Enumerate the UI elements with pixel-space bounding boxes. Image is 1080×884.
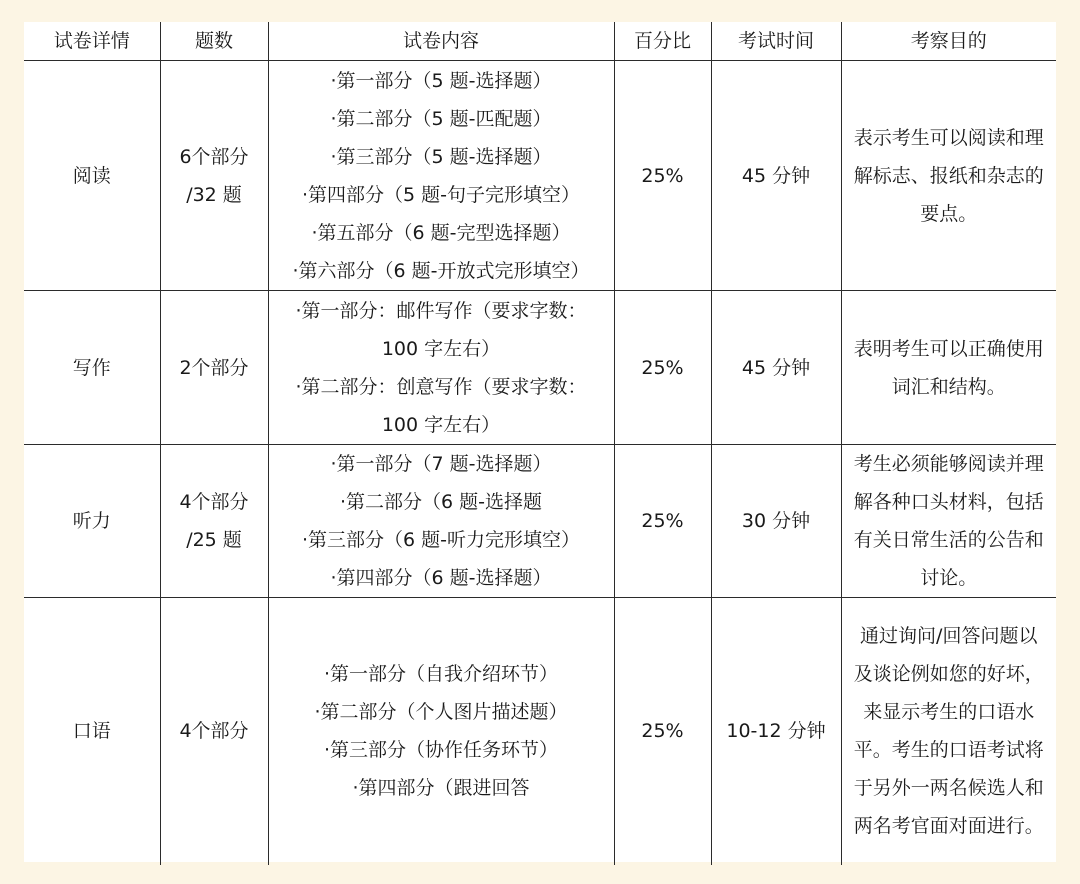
content-line: ·第三部分（6 题-听力完形填空） xyxy=(301,529,581,551)
content-line: ·第一部分（自我介绍环节） xyxy=(323,663,559,686)
count-line: /25 题 xyxy=(186,529,242,551)
question-count xyxy=(160,445,268,598)
paper-content xyxy=(268,445,614,598)
content-line: ·第四部分（6 题-选择题） xyxy=(330,567,552,589)
content-line: ·第二部分（个人图片描述题） xyxy=(314,701,568,724)
header-paper-details: 试卷详情 xyxy=(24,22,160,61)
exam-time: 45 分钟 xyxy=(711,61,841,291)
table-header-row xyxy=(24,22,1056,61)
percentage: 25% xyxy=(614,598,711,865)
section-name: 阅读 xyxy=(24,61,160,291)
content-line: ·第五部分（6 题-完型选择题） xyxy=(311,221,571,244)
content-line: ·第二部分（5 题-匹配题） xyxy=(330,107,552,130)
purpose-cell xyxy=(841,61,1056,291)
exam-table-sheet xyxy=(24,22,1056,862)
content-line: ·第一部分（7 题-选择题） xyxy=(330,453,552,475)
section-name: 写作 xyxy=(24,291,160,445)
question-count xyxy=(160,598,268,865)
exam-time: 45 分钟 xyxy=(711,291,841,445)
count-line: 6个部分 xyxy=(179,145,249,168)
exam-time: 10-12 分钟 xyxy=(711,598,841,865)
exam-time: 30 分钟 xyxy=(711,445,841,598)
percentage: 25% xyxy=(614,445,711,598)
content-line: ·第一部分（5 题-选择题） xyxy=(330,69,552,92)
section-name: 听力 xyxy=(24,445,160,598)
header-percentage: 百分比 xyxy=(614,22,711,61)
content-line: 100 字左右） xyxy=(381,337,501,360)
table-row xyxy=(24,598,1056,865)
percentage: 25% xyxy=(614,61,711,291)
percentage: 25% xyxy=(614,291,711,445)
paper-content xyxy=(268,61,614,291)
content-line: ·第六部分（6 题-开放式完形填空） xyxy=(292,259,590,282)
content-line: ·第四部分（5 题-句子完形填空） xyxy=(301,183,581,206)
content-line: 100 字左右） xyxy=(381,413,501,436)
content-line: ·第三部分（协作任务环节） xyxy=(323,739,559,762)
purpose-cell xyxy=(841,445,1056,598)
section-name: 口语 xyxy=(24,598,160,865)
table-row xyxy=(24,291,1056,445)
paper-content xyxy=(268,598,614,865)
count-line: 2个部分 xyxy=(179,356,249,379)
purpose-text: 考生必须能够阅读并理解各种口头材料，包括有关日常生活的公告和讨论。 xyxy=(853,453,1044,589)
header-question-count: 题数 xyxy=(160,22,268,61)
table-row xyxy=(24,61,1056,291)
exam-structure-table xyxy=(24,22,1056,865)
content-line: ·第二部分（6 题-选择题 xyxy=(339,491,543,513)
paper-content xyxy=(268,291,614,445)
content-line: ·第四部分（跟进回答 xyxy=(352,777,530,800)
question-count xyxy=(160,61,268,291)
content-line: ·第二部分：创意写作（要求字数： xyxy=(295,375,587,398)
count-line: 4个部分 xyxy=(179,720,249,743)
purpose-text: 表示考生可以阅读和理解标志、报纸和杂志的要点。 xyxy=(853,126,1044,225)
header-paper-content: 试卷内容 xyxy=(268,22,614,61)
count-line: /32 题 xyxy=(186,183,242,206)
header-exam-time: 考试时间 xyxy=(711,22,841,61)
table-row xyxy=(24,445,1056,598)
purpose-text: 表明考生可以正确使用词汇和结构。 xyxy=(853,337,1044,398)
purpose-cell xyxy=(841,291,1056,445)
purpose-cell xyxy=(841,598,1056,865)
purpose-text: 通过询问/回答问题以及谈论例如您的好坏，来显示考生的口语水平。考生的口语考试将于另外一两名候选人和两名考官面对面进行。 xyxy=(853,625,1044,838)
question-count xyxy=(160,291,268,445)
header-purpose: 考察目的 xyxy=(841,22,1056,61)
content-line: ·第三部分（5 题-选择题） xyxy=(330,145,552,168)
content-line: ·第一部分：邮件写作（要求字数： xyxy=(295,299,587,322)
count-line: 4个部分 xyxy=(179,491,249,513)
